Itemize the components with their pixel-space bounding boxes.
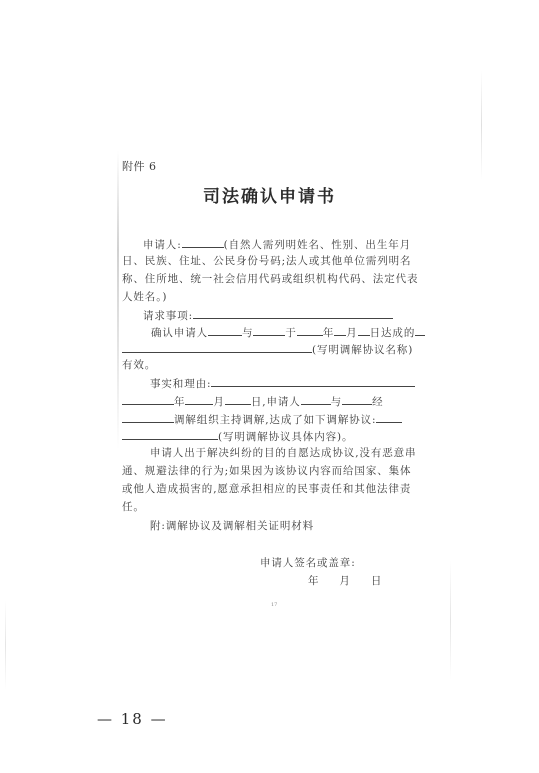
confirm-day-blank — [358, 324, 370, 336]
agreement-name-blank — [122, 341, 312, 353]
facts-content-line — [122, 428, 353, 444]
applicant-line — [143, 236, 411, 252]
facts-org-line — [122, 411, 402, 427]
facts-org-text: 调解组织主持调解,达成了如下调解协议: — [174, 414, 377, 426]
attachment-label: 附件 6 — [122, 160, 157, 173]
applicant-line-3: 称、住所地、统一社会信用代码或组织机构代码、法定代表 — [122, 273, 419, 285]
confirm-tail-blank — [415, 324, 425, 336]
signature-label: 申请人签名或盖章: — [260, 557, 356, 569]
applicant-blank — [182, 236, 224, 248]
applicant-label: 申请人: — [143, 239, 182, 251]
applicant-desc: (自然人需列明姓名、性别、出生年月 — [223, 239, 412, 251]
facts-party-blank — [342, 393, 372, 405]
facts-label: 事实和理由: — [150, 378, 212, 390]
scan-edge-left-lower — [5, 600, 6, 690]
signature-year: 年 — [308, 575, 320, 587]
confirm-party-blank — [253, 324, 285, 336]
commitment-line-3: 或他人造成损害的,愿意承担相应的民事责任和其他法律责 — [122, 483, 412, 495]
commitment-line-2: 通、规避法律的行为;如果因为该协议内容而给国家、集体 — [122, 465, 412, 477]
confirm-line — [151, 324, 425, 340]
scan-edge-right — [481, 70, 482, 180]
signature-month: 月 — [339, 575, 351, 587]
facts-year-blank — [122, 393, 174, 405]
signature-day: 日 — [370, 575, 383, 587]
document-title: 司法确认申请书 — [203, 187, 336, 207]
facts-content-blank — [122, 428, 218, 440]
confirm-applicant-blank — [208, 324, 242, 336]
confirm-year: 年 — [322, 327, 335, 339]
confirm-month-blank — [334, 324, 346, 336]
facts-year: 年 — [174, 396, 186, 408]
applicant-line-4: 人姓名。) — [122, 291, 168, 303]
confirm-prefix: 确认申请人 — [151, 327, 208, 339]
facts-agreement-blank — [376, 411, 402, 423]
facts-content-hint: (写明调解协议具体内容)。 — [218, 431, 354, 443]
confirm-year-blank — [297, 324, 323, 336]
scan-edge-right-lower — [450, 560, 451, 680]
agreement-name-line — [122, 341, 413, 357]
facts-org-blank — [122, 411, 174, 423]
facts-date-line — [122, 393, 383, 409]
facts-blank — [211, 375, 415, 387]
facts-via: 经 — [372, 396, 384, 408]
facts-line — [150, 375, 415, 391]
commitment-line-4: 任。 — [122, 501, 145, 513]
facts-month: 月 — [213, 396, 225, 408]
attachment-note: 附:调解协议及调解相关证明材料 — [150, 520, 315, 532]
facts-with: 与 — [330, 396, 343, 408]
commitment-line-1: 申请人出于解决纠纷的目的自愿达成协议,没有恶意串 — [150, 447, 417, 459]
valid-line: 有效。 — [122, 359, 157, 371]
request-label: 请求事项: — [143, 310, 194, 322]
request-blank — [193, 307, 393, 319]
confirm-with: 与 — [242, 327, 254, 339]
facts-applicant-blank — [301, 393, 331, 405]
confirm-at: 于 — [285, 327, 297, 339]
signature-date — [308, 574, 382, 588]
agreement-name-hint: (写明调解协议名称) — [312, 344, 414, 356]
inner-page-number: 17 — [271, 602, 278, 608]
facts-month-blank — [185, 393, 213, 405]
confirm-day-reached: 日达成的 — [369, 327, 416, 339]
confirm-month: 月 — [346, 327, 358, 339]
footer-page-number: — 18 — — [97, 710, 168, 728]
facts-day-blank — [225, 393, 251, 405]
request-line — [143, 307, 393, 323]
applicant-line-2: 日、民族、住址、公民身份号码;法人或其他单位需列明名 — [122, 255, 412, 267]
facts-day-applicant: 日,申请人 — [250, 396, 301, 408]
